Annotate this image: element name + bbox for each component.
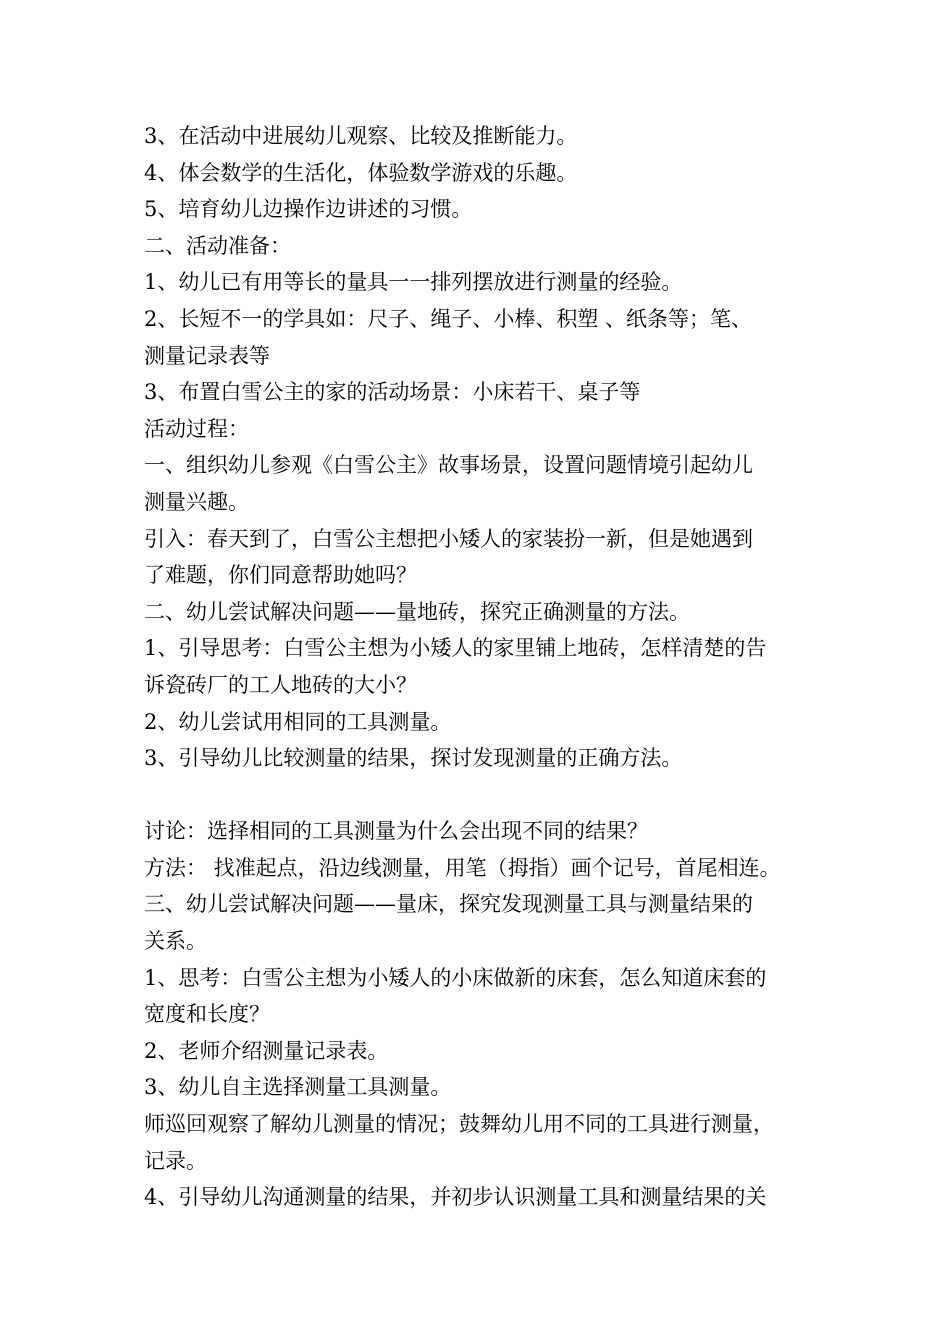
text-line: 二、幼儿尝试解决问题——量地砖，探究正确测量的方法。 — [144, 599, 690, 624]
text-line: 诉瓷砖厂的工人地砖的大小？ — [144, 672, 417, 697]
text-line: 4、引导幼儿沟通测量的结果，并初步认识测量工具和测量结果的关 — [144, 1185, 767, 1210]
text-line: 3、幼儿自主选择测量工具测量。 — [144, 1075, 452, 1100]
text-line: 讨论：选择相同的工具测量为什么会出现不同的结果？ — [144, 819, 648, 844]
text-line: 3、在活动中进展幼儿观察、比较及推断能力。 — [144, 124, 578, 148]
text-line: 3、引导幼儿比较测量的结果，探讨发现测量的正确方法。 — [144, 746, 683, 771]
text-line: 3、布置白雪公主的家的活动场景：小床若干、桌子等 — [144, 380, 641, 405]
blank-line — [144, 777, 824, 814]
text-line: 师巡回观察了解幼儿测量的情况；鼓舞幼儿用不同的工具进行测量， — [144, 1112, 774, 1137]
text-line: 1、幼儿已有用等长的量具一一排列摆放进行测量的经验。 — [144, 270, 683, 295]
text-line: 引入：春天到了，白雪公主想把小矮人的家装扮一新，但是她遇到 — [144, 526, 753, 551]
text-line: 了难题，你们同意帮助她吗？ — [144, 563, 417, 588]
text-line: 测量兴趣。 — [144, 489, 249, 514]
text-line: 测量记录表等 — [144, 343, 270, 368]
text-line: 一、组织幼儿参观《白雪公主》故事场景，设置问题情境引起幼儿 — [144, 453, 753, 478]
text-line: 记录。 — [144, 1148, 207, 1173]
text-line: 宽度和长度？ — [144, 1002, 270, 1027]
text-line: 2、幼儿尝试用相同的工具测量。 — [144, 709, 452, 734]
text-line: 2、长短不一的学具如：尺子、绳子、小棒、积塑 、纸条等；笔、 — [144, 306, 753, 331]
text-line: 5、培育幼儿边操作边讲述的习惯。 — [144, 197, 473, 222]
text-line: 1、引导思考：白雪公主想为小矮人的家里铺上地砖，怎样清楚的告 — [144, 636, 767, 661]
document-body — [144, 118, 824, 1216]
text-line: 2、老师介绍测量记录表。 — [144, 1038, 389, 1063]
section-heading: 二、活动准备： — [144, 233, 291, 258]
text-line: 1、思考：白雪公主想为小矮人的小床做新的床套，怎么知道床套的 — [144, 965, 767, 990]
section-heading: 活动过程： — [144, 416, 249, 441]
text-line: 4、体会数学的生活化，体验数学游戏的乐趣。 — [144, 160, 578, 185]
text-line: 方法： 找准起点，沿边线测量，用笔（拇指）画个记号，首尾相连。 — [144, 855, 781, 880]
text-line: 三、幼儿尝试解决问题——量床，探究发现测量工具与测量结果的 — [144, 892, 753, 917]
text-line: 关系。 — [144, 929, 207, 954]
